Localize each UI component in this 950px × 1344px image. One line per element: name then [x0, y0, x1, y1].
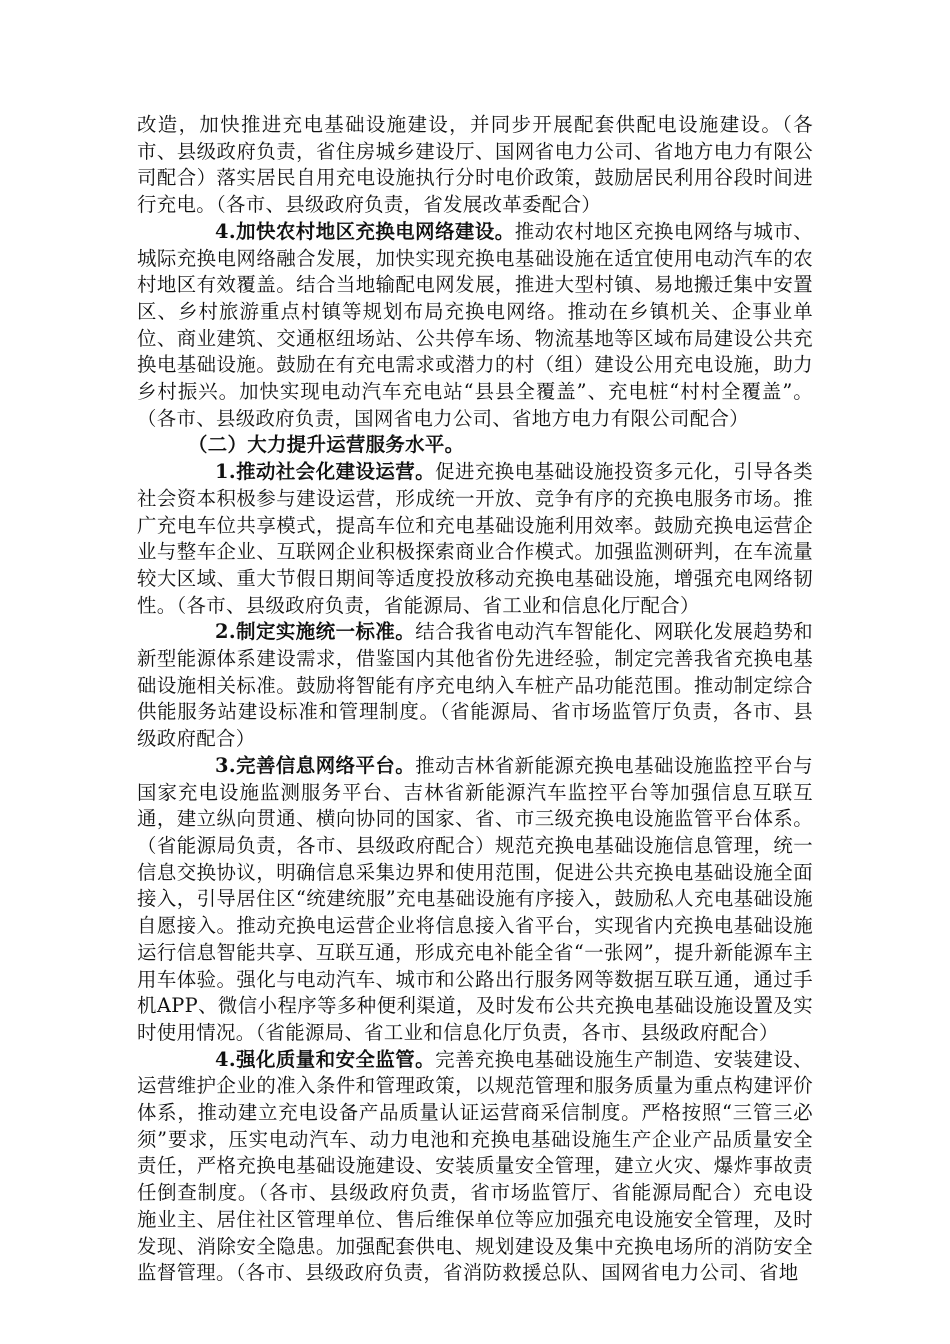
- paragraph-continuation: [137, 112, 813, 219]
- paragraph-text: 推动吉林省新能源充换电基础设施监控平台与国家充电设施监测服务平台、吉林省新能源汽车监控平台等加强信息互联互通，建立纵向贯通、横向协同的国家、省、市三级充换电设施监管平台体系。（省能源局负责，各市、县级政府配合）规范充换电基础设施信息管理，统一信息交换协议，明确信息采集边界和使用范围，促进公共充换电基础设施全面接入，引导居住区“统建统服”充电基础设施有序接入，鼓励私人充电基础设施自愿接入。推动充换电运营企业将信息接入省平台，实现省内充换电基础设施运行信息智能共享、互联互通，形成充电补能全省“一张网”，提升新能源车主用车体验。强化与电动汽车、城市和公路出行服务网等数据互联互通，通过手机APP、微信小程序等多种便利渠道，及时发布公共充换电基础设施设置及实时使用情况。（省能源局、省工业和信息化厅负责，各市、县级政府配合）: [137, 753, 813, 1044]
- paragraph-text: 完善充换电基础设施生产制造、安装建设、运营维护企业的准入条件和管理政策，以规范管理和服务质量为重点构建评价体系，推动建立充电设备产品质量认证运营商采信制度。严格按照“三管三必须”要求，压实电动汽车、动力电池和充换电基础设施生产企业产品质量安全责任，严格充换电基础设施建设、安装质量安全管理，建立火灾、爆炸事故责任倒查制度。（各市、县级政府负责，省市场监管厅、省能源局配合）充电设施业主、居住社区管理单位、售后维保单位等应加强充电设施安全管理，及时发现、消除安全隐患。加强配套供电、规划建设及集中充换电场所的消防安全监督管理。（各市、县级政府负责，省消防救援总队、国网省电力公司、省地: [137, 1047, 813, 1285]
- document-body: [137, 112, 813, 1287]
- paragraph-rural-network: [137, 219, 813, 433]
- paragraph-social-operation: [137, 459, 813, 619]
- section-heading-text: （二）大力提升运营服务水平。: [188, 433, 465, 457]
- paragraph-lead: 4.强化质量和安全监管。: [215, 1047, 436, 1071]
- paragraph-lead: 3.完善信息网络平台。: [215, 753, 416, 777]
- paragraph-quality-safety: [137, 1047, 813, 1287]
- paragraph-lead: 1.推动社会化建设运营。: [215, 460, 436, 484]
- paragraph-info-platform: [137, 753, 813, 1047]
- section-heading: [137, 432, 813, 459]
- paragraph-lead: 4.加快农村地区充换电网络建设。: [215, 219, 515, 243]
- paragraph-lead: 2.制定实施统一标准。: [215, 620, 416, 644]
- paragraph-text: 促进充换电基础设施投资多元化，引导各类社会资本积极参与建设运营，形成统一开放、竞争有序的充换电服务市场。推广充电车位共享模式，提高车位和充电基础设施利用效率。鼓励充换电运营企业与整车企业、互联网企业积极探索商业合作模式。加强监测研判，在车流量较大区域、重大节假日期间等适度投放移动充换电基础设施，增强充电网络韧性。（各市、县级政府负责，省能源局、省工业和信息化厅配合）: [137, 460, 813, 617]
- paragraph-text: 推动农村地区充换电网络与城市、城际充换电网络融合发展，加快实现充换电基础设施在适宜使用电动汽车的农村地区有效覆盖。结合当地输配电网发展，推进大型村镇、易地搬迁集中安置区、乡村旅游重点村镇等规划布局充换电网络。推动在乡镇机关、企事业单位、商业建筑、交通枢纽场站、公共停车场、物流基地等区域布局建设公共充换电基础设施。鼓励在有充电需求或潜力的村（组）建设公用充电设施，助力乡村振兴。加快实现电动汽车充电站“县县全覆盖”、充电桩“村村全覆盖”。（各市、县级政府负责，国网省电力公司、省地方电力有限公司配合）: [137, 219, 814, 430]
- paragraph-text: 改造，加快推进充电基础设施建设，并同步开展配套供配电设施建设。（各市、县级政府负责，省住房城乡建设厅、国网省电力公司、省地方电力有限公司配合）落实居民自用充电设施执行分时电价政策，鼓励居民利用谷段时间进行充电。（各市、县级政府负责，省发展改革委配合）: [137, 113, 813, 217]
- paragraph-unified-standards: [137, 619, 813, 753]
- paragraph-text: 结合我省电动汽车智能化、网联化发展趋势和新型能源体系建设需求，借鉴国内其他省份先进经验，制定完善我省充换电基础设施相关标准。鼓励将智能有序充电纳入车桩产品功能范围。推动制定综合供能服务站建设标准和管理制度。（省能源局、省市场监管厅负责，各市、县级政府配合）: [137, 620, 813, 751]
